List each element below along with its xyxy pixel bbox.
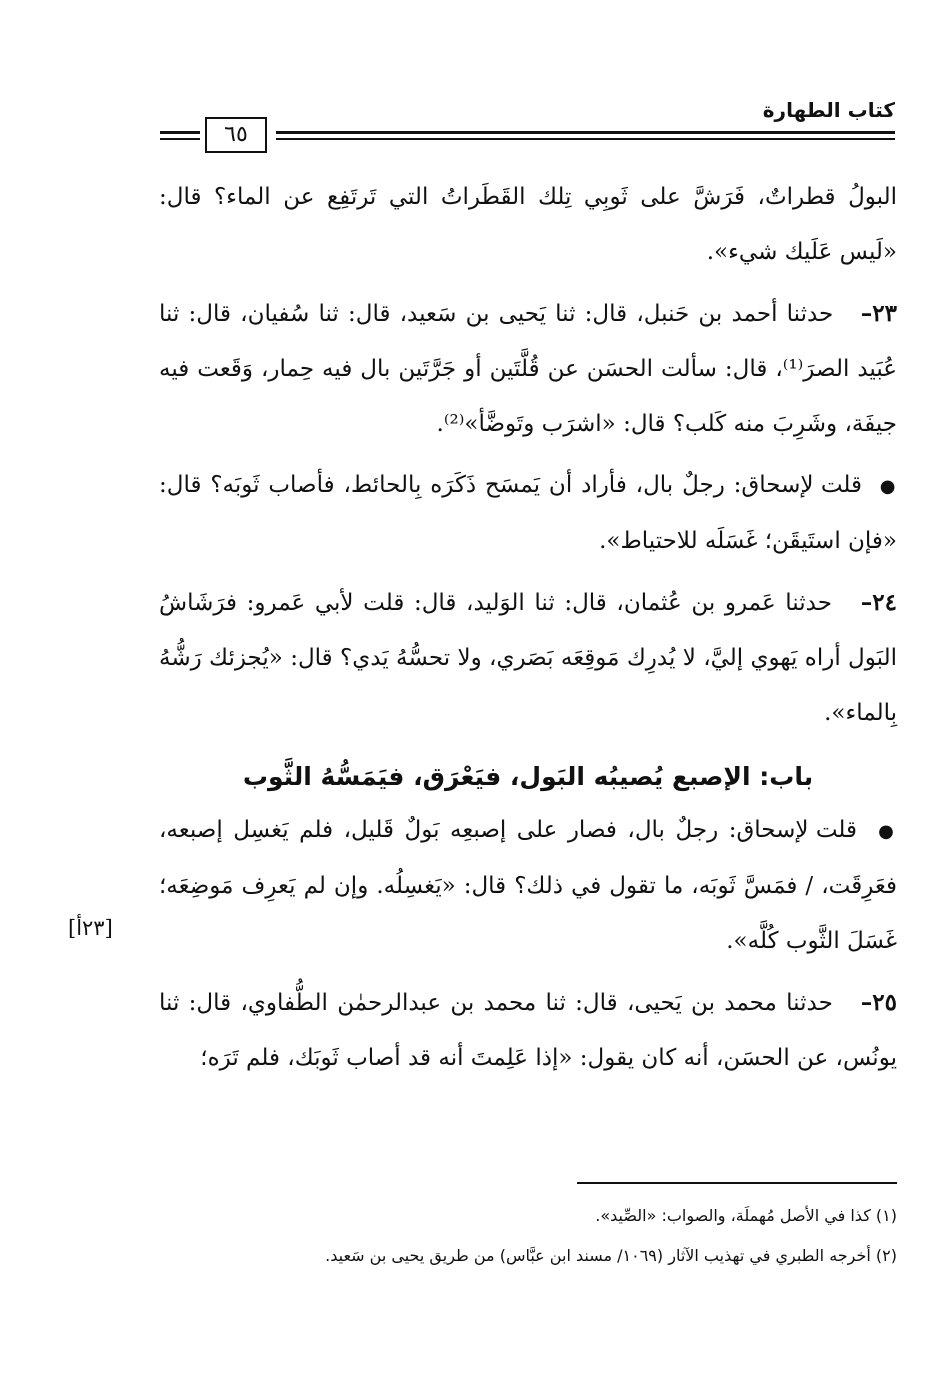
hadith-24-text: حدثنا عَمرو بن عُثمان، قال: ثنا الوَليد، قال: قلت لأبي عَمرو: فرَشَاشُ البَول أراه يَهوي إليَّ، لا يُدرِك مَوقِعَه بَصَري، ولا تحسُّهُ يَدي؟ قال: «يُجزئك رَشُّهُ بِالماء».: [159, 590, 897, 726]
header-rule-right: [276, 128, 895, 144]
footnote-2: (٢) أخرجه الطبري في تهذيب الآثار (١٠٦٩/ مسند ابن عبَّاس) من طريق يحيى بن سَعيد.: [325, 1246, 897, 1265]
question-1-text: قلت لإسحاق: رجلٌ بال، فأراد أن يَمسَح ذَكَرَه بِالحائط، فأصاب ثَوبَه؟ قال: «فإن استَيقَن؛ غَسَلَه للاحتياط».: [159, 472, 897, 554]
hadith-24: [159, 575, 897, 741]
running-title: كتاب الطهارة: [762, 98, 895, 122]
question-1: [159, 458, 897, 569]
bullet-icon: ●: [879, 476, 897, 497]
hadith-number: ٢٤–: [860, 589, 898, 616]
footnote-divider: [577, 1182, 897, 1184]
paragraph-1: [159, 170, 897, 280]
question-2: [159, 803, 897, 969]
footnote-1: (١) كذا في الأصل مُهملَة، والصواب: «الصِّيد».: [595, 1206, 897, 1225]
hadith-23: [159, 286, 897, 452]
paragraph-1-text: البولُ قطراتٌ، فَرَشَّ على ثَوبِي تِلك القَطَراتُ التي تَرتَفِع عن الماء؟ قال: «لَيس عَلَيك شيء».: [159, 184, 897, 265]
header-rule-left: [160, 128, 200, 144]
hadith-number: ٢٥–: [860, 989, 897, 1016]
hadith-23-text: حدثنا أحمد بن حَنبل، قال: ثنا يَحيى بن سَعيد، قال: ثنا سُفيان، قال: ثنا عُبَيد الصرَ⁽¹⁾، قال: سألت الحسَن عن قُلَّتَين أو جَرَّتَين بال فيه حِمار، وَقَعت فيه جيفَة، وشَرِبَ منه كَلب؟ قال: «اشرَب وتَوضَّأ»⁽²⁾.: [159, 301, 897, 437]
page-number: ٦٥: [205, 117, 267, 153]
section-heading: باب: الإصبع يُصيبُه البَول، فيَعْرَق، فيَمَسُّهُ الثَّوب: [242, 762, 814, 791]
footnotes: [157, 1196, 897, 1276]
manuscript-folio-ref: [٢٣أ]: [68, 916, 113, 940]
hadith-25: [159, 975, 897, 1086]
main-text: [159, 170, 897, 1092]
hadith-number: ٢٣–: [860, 300, 897, 327]
hadith-25-text: حدثنا محمد بن يَحيى، قال: ثنا محمد بن عبدالرحمٰن الطُّفاوي، قال: ثنا يونُس، عن الحسَن، أنه كان يقول: «إذا عَلِمتَ أنه قد أصاب ثَوبَك، فلم تَرَه؛: [159, 990, 897, 1071]
bullet-icon: ●: [878, 821, 897, 842]
question-2-text: قلت لإسحاق: رجلٌ بال، فصار على إصبعِه بَولٌ قَليل، فلم يَغسِل إصبعه، فعَرِقَت، / فمَسَّ ثَوبَه، ما تقول في ذلك؟ قال: «يَغسِلُه. وإن لم يَعرِف مَوضِعَه؛ غَسَلَ الثَّوب كُلَّه».: [159, 817, 897, 954]
